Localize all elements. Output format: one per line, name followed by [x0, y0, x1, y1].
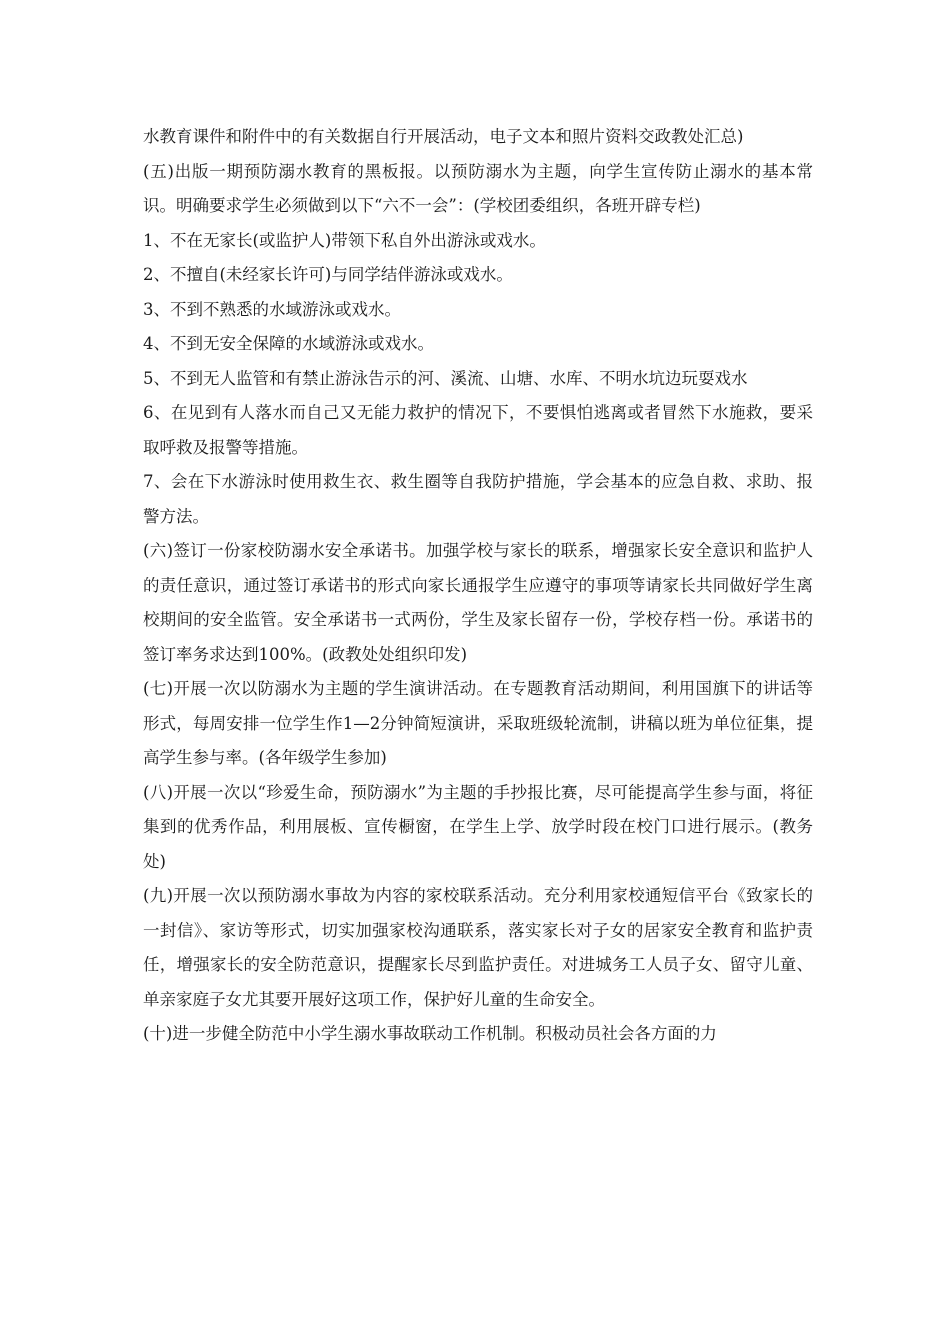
paragraph-section-6: (六)签订一份家校防溺水安全承诺书。加强学校与家长的联系，增强家长安全意识和监护人的责任意识，通过签订承诺书的形式向家长通报学生应遵守的事项等请家长共同做好学生离校期间的安全监管。安全承诺书一式两份，学生及家长留存一份，学校存档一份。承诺书的签订率务求达到100%。(政教处处组织印发) — [143, 541, 813, 664]
list-item-rule-2: 2、不擅自(未经家长许可)与同学结伴游泳或戏水。 — [143, 265, 513, 284]
paragraph-section-9: (九)开展一次以预防溺水事故为内容的家校联系活动。充分利用家校通短信平台《致家长的一封信》、家访等形式，切实加强家校沟通联系，落实家长对子女的居家安全教育和监护责任，增强家长的安全防范意识，提醒家长尽到监护责任。对进城务工人员子女、留守儿童、单亲家庭子女尤其要开展好这项工作，保护好儿童的生命安全。 — [143, 886, 813, 1009]
paragraph-section-5: (五)出版一期预防溺水教育的黑板报。以预防溺水为主题，向学生宣传防止溺水的基本常识。明确要求学生必须做到以下“六不一会”：(学校团委组织，各班开辟专栏) — [143, 161, 813, 215]
paragraph-section-7: (七)开展一次以防溺水为主题的学生演讲活动。在专题教育活动期间，利用国旗下的讲话等形式，每周安排一位学生作1—2分钟简短演讲，采取班级轮流制，讲稿以班为单位征集，提高学生参与率。(各年级学生参加) — [143, 679, 813, 767]
list-item-rule-7: 7、会在下水游泳时使用救生衣、救生圈等自我防护措施，学会基本的应急自救、求助、报警方法。 — [143, 472, 813, 526]
list-item-rule-1: 1、不在无家长(或监护人)带领下私自外出游泳或戏水。 — [143, 230, 546, 250]
list-item-rule-6: 6、在见到有人落水而自己又无能力救护的情况下，不要惧怕逃离或者冒然下水施救，要采取呼救及报警等措施。 — [143, 403, 813, 457]
paragraph-continuation: 水教育课件和附件中的有关数据自行开展活动，电子文本和照片资料交政教处汇总) — [143, 127, 744, 146]
list-item-rule-3: 3、不到不熟悉的水域游泳或戏水。 — [143, 299, 401, 319]
paragraph-section-10: (十)进一步健全防范中小学生溺水事故联动工作机制。积极动员社会各方面的力 — [143, 1024, 717, 1043]
paragraph-section-8: (八)开展一次以“珍爱生命，预防溺水”为主题的手抄报比赛，尽可能提高学生参与面，将征集到的优秀作品，利用展板、宣传橱窗，在学生上学、放学时段在校门口进行展示。(教务处) — [143, 782, 813, 871]
list-item-rule-5: 5、不到无人监管和有禁止游泳告示的河、溪流、山塘、水库、不明水坑边玩耍戏水 — [143, 368, 748, 388]
document-body — [143, 120, 813, 1052]
list-item-rule-4: 4、不到无安全保障的水域游泳或戏水。 — [143, 334, 434, 353]
